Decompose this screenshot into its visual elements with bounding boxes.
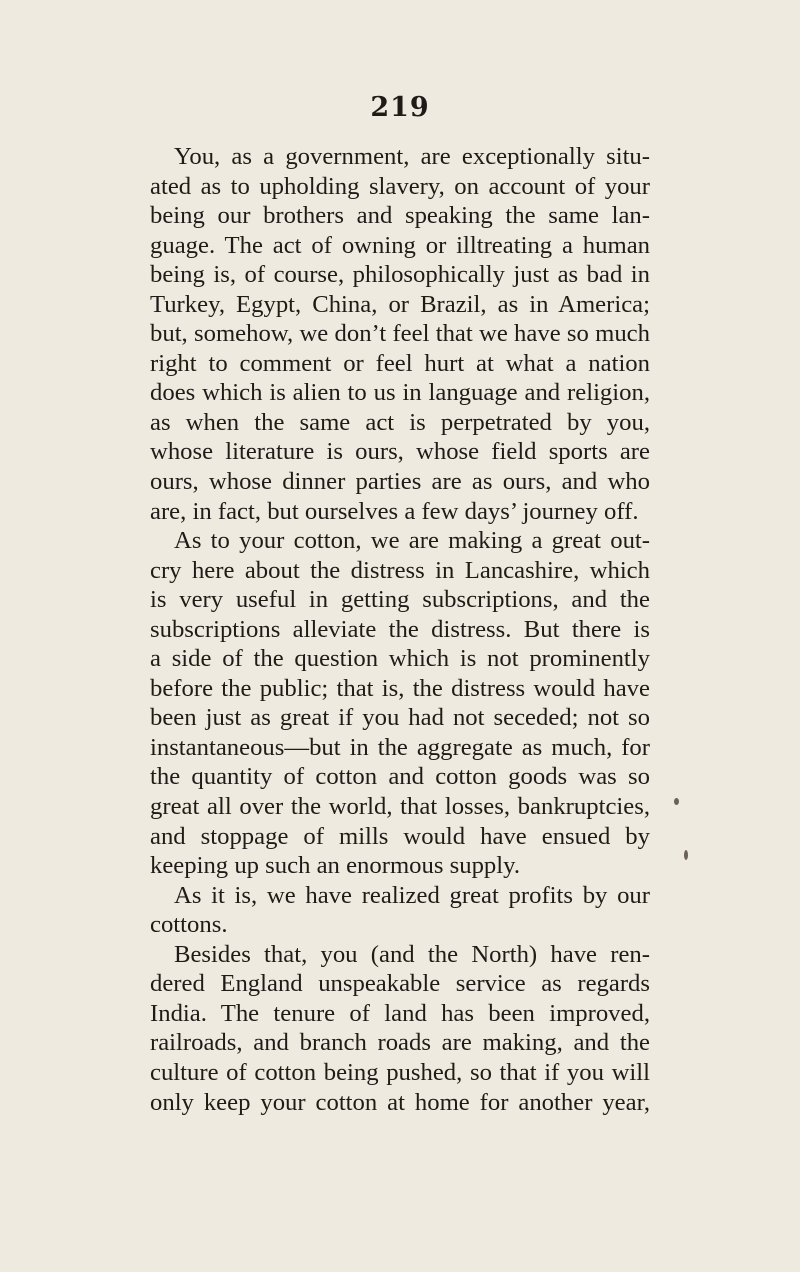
text-line: the quantity of cotton and cotton goods was so (150, 763, 650, 791)
paper-speck (674, 798, 679, 805)
text-line: are, in fact, but ourselves a few days’ journey off. (150, 497, 639, 525)
text-line: keeping up such an enormous supply. (150, 852, 521, 880)
body-text (150, 142, 650, 1117)
text-line: before the public; that is, the distress would have (150, 674, 650, 702)
text-line: being our brothers and speaking the same lan- (150, 202, 650, 230)
text-line: does which is alien to us in language and religion, (150, 379, 650, 407)
text-line: Turkey, Egypt, China, or Brazil, as in America; (150, 290, 650, 318)
text-line: great all over the world, that losses, bankruptcies, (150, 793, 650, 821)
text-line: As it is, we have realized great profits by our (174, 881, 650, 909)
text-line: been just as great if you had not seceded; not so (150, 704, 650, 732)
text-line: cry here about the distress in Lancashire, which (150, 556, 650, 584)
text-line: whose literature is ours, whose field sports are (150, 438, 650, 466)
text-line: right to comment or feel hurt at what a nation (150, 349, 650, 377)
page-number: 219 (370, 92, 430, 123)
text-line: and stoppage of mills would have ensued by (150, 822, 650, 850)
text-line: You, as a government, are exceptionally situ- (174, 143, 650, 170)
text-line: As to your cotton, we are making a great out- (174, 527, 650, 555)
text-line: as when the same act is perpetrated by you, (150, 408, 650, 436)
paper-speck (684, 850, 688, 860)
text-line: only keep your cotton at home for another year, (150, 1088, 650, 1116)
text-line: instantaneous—but in the aggregate as much, for (150, 733, 650, 761)
text-line: railroads, and branch roads are making, and the (150, 1029, 650, 1057)
text-line: a side of the question which is not prominently (150, 645, 650, 673)
text-line: Besides that, you (and the North) have ren- (174, 940, 650, 968)
text-line: ated as to upholding slavery, on account of your (150, 172, 650, 200)
text-line: subscriptions alleviate the distress. But there is (150, 615, 650, 643)
text-line: guage. The act of owning or illtreating a human (150, 231, 650, 259)
text-line: being is, of course, philosophically just as bad in (150, 261, 650, 289)
text-line: dered England unspeakable service as regards (150, 970, 650, 998)
text-line: but, somehow, we don’t feel that we have so much (150, 320, 650, 348)
text-line: cottons. (150, 911, 228, 939)
text-line: is very useful in getting subscriptions, and the (150, 586, 650, 614)
text-line: culture of cotton being pushed, so that if you will (150, 1058, 650, 1086)
text-line: ours, whose dinner parties are as ours, and who (150, 468, 650, 496)
text-line: India. The tenure of land has been improved, (150, 999, 650, 1027)
